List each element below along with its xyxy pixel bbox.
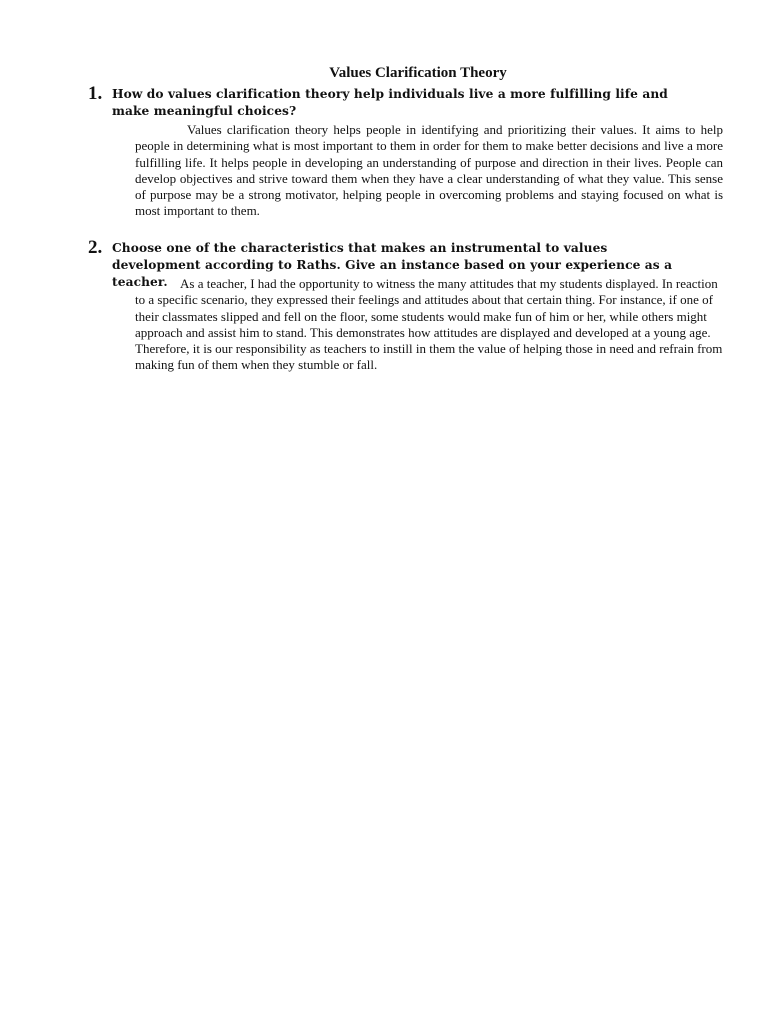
question-1 [88, 83, 688, 120]
answer-2: As a teacher, I had the opportunity to witness the many attitudes that my students displayed. In reaction to a specific scenario, they expressed their feelings and attitudes about that certain thing. For instance, if one of their classmates slipped and fell on the floor, some students would make fun of him or her, while others might approach and assist him to stand. This demonstrates how attitudes are displayed and developed at a young age. Therefore, it is our responsibility as teachers to instill in them the value of helping those in need and refrain from making fun of them when they stumble or fall. [135, 276, 723, 373]
question-header [88, 83, 688, 120]
question-text: How do values clarification theory help individuals live a more fulfilling life and make meaningful choices? [112, 87, 668, 118]
question-text: Choose one of the characteristics that makes an instrumental to values development according to Raths. Give an instance based on your experience as a teacher. [112, 241, 673, 289]
document-title: Values Clarification Theory [329, 65, 507, 81]
answer-1: Values clarification theory helps people in identifying and prioritizing their values. It aims to help people in determining what is most important to them in order for them to make better decisions and live a more fulfilling life. It helps people in developing an understanding of purpose and direction in their lives. People can develop objectives and strive toward them when they have a clear understanding of what they value. This sense of purpose may be a strong motivator, helping people in overcoming problems and staying focused on what is most important to them. [135, 122, 723, 219]
question-number: 2. [88, 237, 103, 258]
question-number: 1. [88, 83, 103, 104]
